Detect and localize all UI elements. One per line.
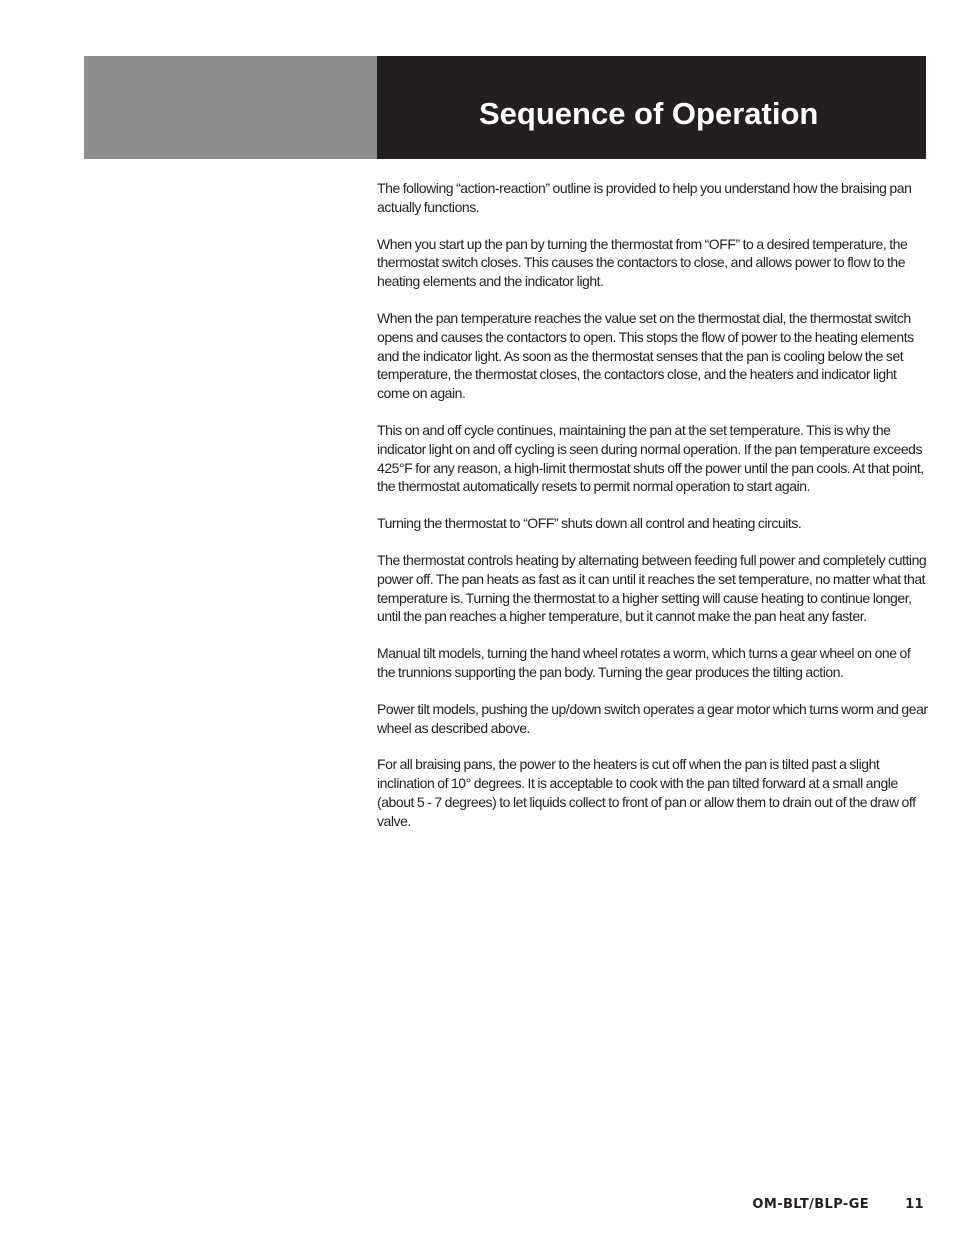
page-footer — [752, 1197, 924, 1212]
paragraph-off: Turning the thermostat to “OFF” shuts down all control and heating circuits. — [377, 515, 802, 532]
paragraph-tilt-cutoff: For all braising pans, the power to the heaters is cut off when the pan is tilted past a slight inclination of 10° degrees. It is acceptable to cook with the pan tilted forward at a small angle (about 5 - 7 degrees) to let liquids collect to front of pan or allow them to drain out of the draw off valve. — [377, 756, 916, 829]
page-number: 11 — [905, 1197, 924, 1212]
body-content — [377, 179, 929, 849]
document-code: OM-BLT/BLP-GE — [752, 1197, 870, 1212]
paragraph-power-tilt: Power tilt models, pushing the up/down switch operates a gear motor which turns worm and gear wheel as described above. — [377, 700, 928, 736]
paragraph-manual-tilt: Manual tilt models, turning the hand wheel rotates a worm, which turns a gear wheel on one of the trunnions supporting the pan body. Turning the gear produces the tilting action. — [377, 645, 911, 680]
header-title-bar — [377, 56, 926, 159]
header-grey-block — [84, 56, 377, 159]
paragraph-intro: The following “action-reaction” outline is provided to help you understand how the braising pan actually functions. — [377, 180, 912, 215]
paragraph-temperature-reached: When the pan temperature reaches the value set on the thermostat dial, the thermostat switch opens and causes the contactors to open. This stops the flow of power to the heating elements and the indicator light. As soon as the thermostat senses that the pan is cooling below the set temperature, the thermostat closes, the contactors close, and the heaters and indicator light come on again. — [377, 309, 914, 402]
page-title: Sequence of Operation — [479, 96, 819, 131]
paragraph-startup: When you start up the pan by turning the thermostat from “OFF” to a desired temperature, the thermostat switch closes. This causes the contactors to close, and allows power to flow to the heating elements and the indicator light. — [377, 235, 908, 290]
paragraph-heating-control: The thermostat controls heating by alternating between feeding full power and completely cutting power off. The pan heats as fast as it can until it reaches the set temperature, no matter what that temperature is. Turning the thermostat to a higher setting will cause heating to continue longer, until the pan reaches a higher temperature, but it cannot make the pan heat any faster. — [377, 551, 927, 625]
paragraph-cycle: This on and off cycle continues, maintaining the pan at the set temperature. This is why the indicator light on and off cycling is seen during normal operation. If the pan temperature exceeds 425°F for any reason, a high-limit thermostat shuts off the power until the pan cools. At that point, the thermostat automatically resets to permit normal operation to start again. — [377, 421, 924, 495]
